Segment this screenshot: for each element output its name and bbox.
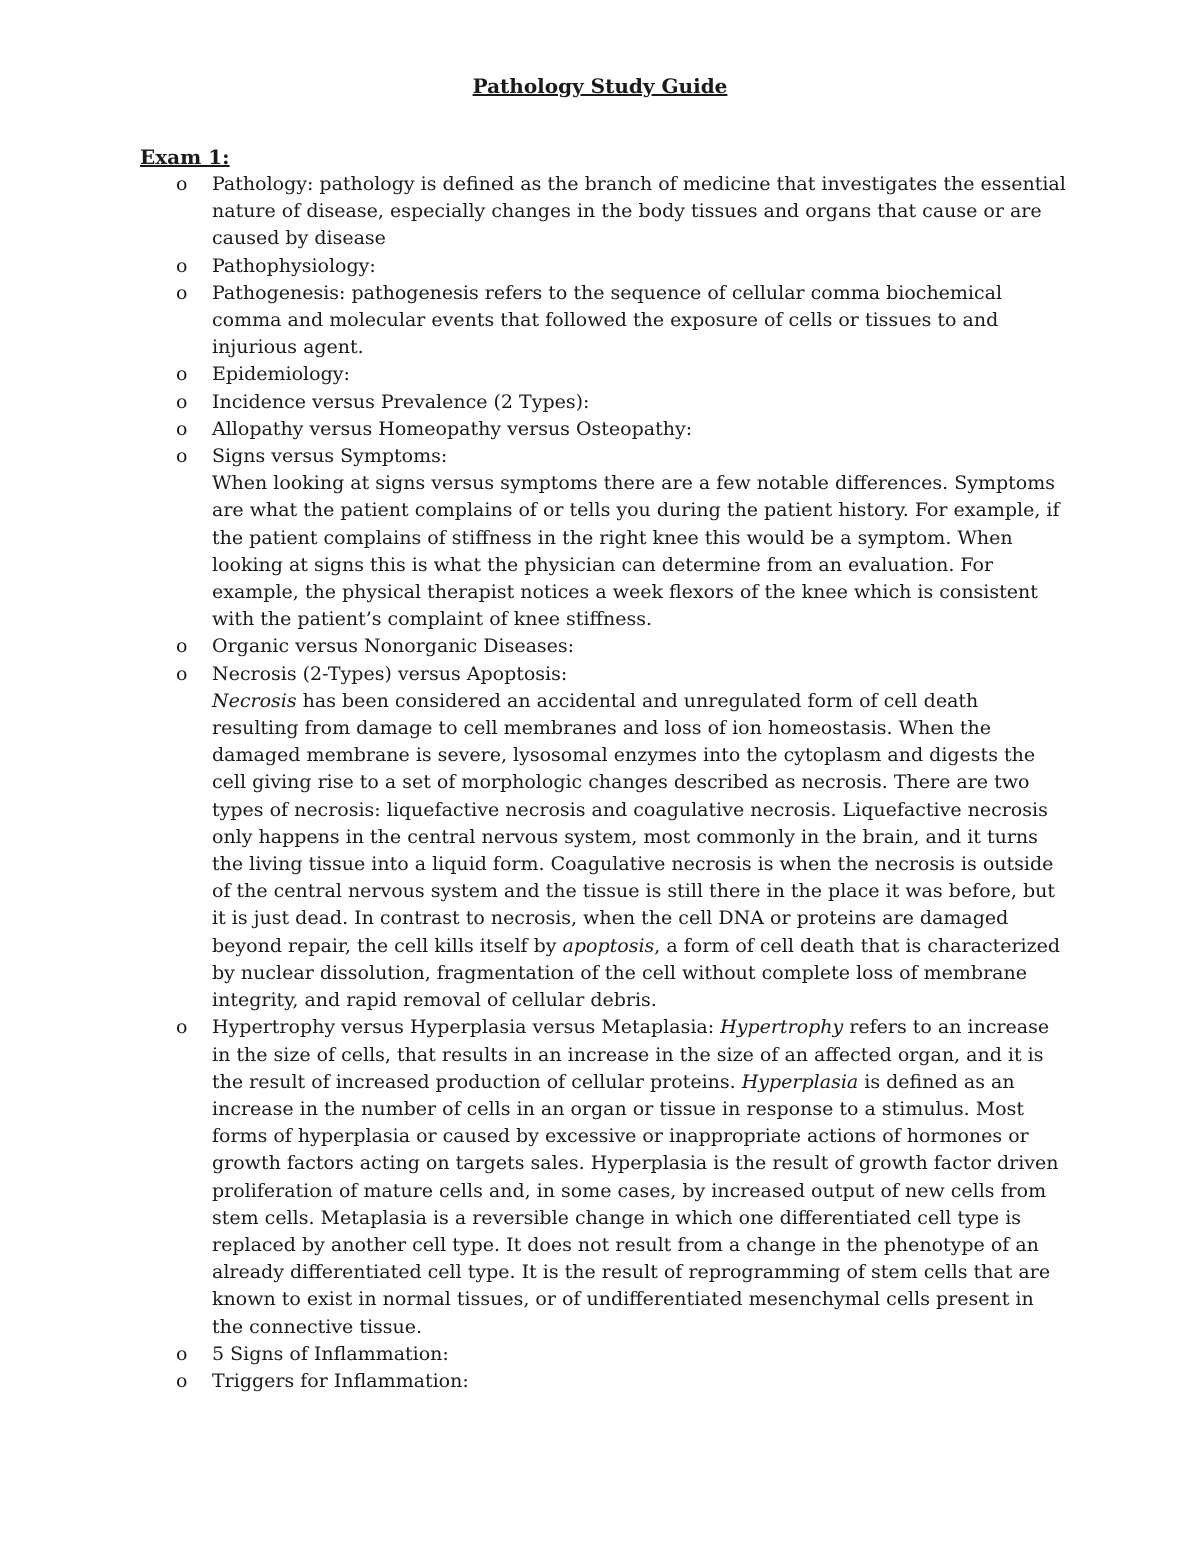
list-item-epidemiology — [176, 361, 1066, 388]
list-item-text: Pathology: pathology is defined as the branch of medicine that investigates the essential nature of disease, especially changes in the body tissues and organs that cause or are caused by disease — [212, 173, 1066, 250]
bullet-glyph: o — [176, 662, 188, 685]
bullet-glyph: o — [176, 1369, 188, 1392]
list-item-text: Pathophysiology: — [212, 254, 376, 277]
list-item-text: Epidemiology: — [212, 363, 350, 386]
document-title: Pathology Study Guide — [472, 74, 728, 98]
list-item-text: 5 Signs of Inflammation: — [212, 1342, 449, 1365]
list-item-label: Hypertrophy versus Hyperplasia versus Metaplasia: — [212, 1016, 721, 1039]
bullet-glyph: o — [176, 635, 188, 658]
bullet-glyph: o — [176, 363, 188, 386]
list-item-text: Signs versus Symptoms: — [212, 445, 448, 468]
list-item-text: Organic versus Nonorganic Diseases: — [212, 635, 575, 658]
body-text-part: has been considered an accidental and unregulated form of cell death resulting from damage to cell membranes and loss of ion homeostasis. When the damaged membrane is severe, lysosomal enzymes into the cytoplasm and digests the cell giving rise to a set of morphologic changes described as necrosis. There are two types of necrosis: liquefactive necrosis and coagulative necrosis. Liquefactive necrosis only happens in the central nervous system, most commonly in the brain, and it turns the living tissue into a liquid form. Coagulative necrosis is when the necrosis is outside of the central nervous system and the tissue is still there in the place it was before, but it is just dead. In contrast to necrosis, when the cell DNA or proteins are damaged beyond repair, the cell kills itself by — [212, 689, 1055, 957]
list-item-necrosis-apoptosis — [176, 661, 1066, 1015]
body-text-part: refers to an increase in the size of cells, that results in an increase in the size of an affected organ, and it is the result of increased production of cellular proteins. — [212, 1016, 1050, 1093]
body-text-part: is defined as an increase in the number of cells in an organ or tissue in response to a stimulus. Most forms of hyperplasia or caused by excessive or inappropriate actions of hormones or growth factors acting on targets sales. Hyperplasia is the result of growth factor driven proliferation of mature cells and, in some cases, by increased output of new cells from stem cells. Metaplasia is a reversible change in which one differentiated cell type is replaced by another cell type. It does not result from a change in the phenotype of an already differentiated cell type. It is the result of reprogramming of stem cells that are known to exist in normal tissues, or of undifferentiated mesenchymal cells present in the connective tissue. — [212, 1070, 1059, 1338]
bullet-glyph: o — [176, 390, 188, 413]
list-item-signs-of-inflammation — [176, 1341, 1066, 1368]
bullet-glyph: o — [176, 281, 188, 304]
list-item-pathology — [176, 171, 1066, 253]
list-item-signs-symptoms — [176, 443, 1066, 633]
list-item-text: Allopathy versus Homeopathy versus Osteopathy: — [212, 417, 693, 440]
list-item-allopathy-homeopathy-osteopathy — [176, 416, 1066, 443]
term-apoptosis: apoptosis — [562, 934, 655, 957]
topic-list — [176, 171, 1066, 1395]
list-item-incidence-prevalence — [176, 389, 1066, 416]
section-heading-exam-1: Exam 1: — [140, 145, 230, 169]
term-necrosis: Necrosis — [212, 689, 297, 712]
list-item-pathogenesis — [176, 280, 1066, 362]
list-item-hypertrophy-hyperplasia-metaplasia — [176, 1014, 1066, 1340]
list-item-text: Incidence versus Prevalence (2 Types): — [212, 390, 590, 413]
bullet-glyph: o — [176, 417, 188, 440]
body-text-part: , a form of cell death that is characterized by nuclear dissolution, fragmentation of the cell without complete loss of membrane integrity, and rapid removal of cellular debris. — [212, 934, 1061, 1012]
list-item-text: Triggers for Inflammation: — [212, 1369, 469, 1392]
bullet-glyph: o — [176, 173, 188, 195]
list-item-text: Necrosis (2-Types) versus Apoptosis: — [212, 662, 568, 685]
term-hypertrophy: Hypertrophy — [720, 1016, 844, 1039]
list-item-organic-nonorganic — [176, 633, 1066, 660]
list-item-triggers-inflammation — [176, 1368, 1066, 1395]
bullet-glyph: o — [176, 1342, 188, 1365]
list-item-pathophysiology — [176, 253, 1066, 280]
term-hyperplasia: Hyperplasia — [741, 1070, 859, 1093]
list-item-body: When looking at signs versus symptoms there are a few notable differences. Symptoms are what the patient complains of or tells you during the patient history. For example, if the patient complains of stiffness in the right knee this would be a symptom. When looking at signs this is what the physician can determine from an evaluation. For example, the physical therapist notices a week flexors of the knee which is consistent with the patient’s complaint of knee stiffness. — [212, 472, 1060, 631]
list-item-body — [212, 688, 1066, 1014]
bullet-glyph: o — [176, 254, 188, 277]
list-item-text — [212, 1014, 1066, 1340]
bullet-glyph: o — [176, 445, 188, 468]
bullet-glyph: o — [176, 1016, 188, 1039]
list-item-text: Pathogenesis: pathogenesis refers to the sequence of cellular comma biochemical comma and molecular events that followed the exposure of cells or tissues to and injurious agent. — [212, 281, 1003, 359]
